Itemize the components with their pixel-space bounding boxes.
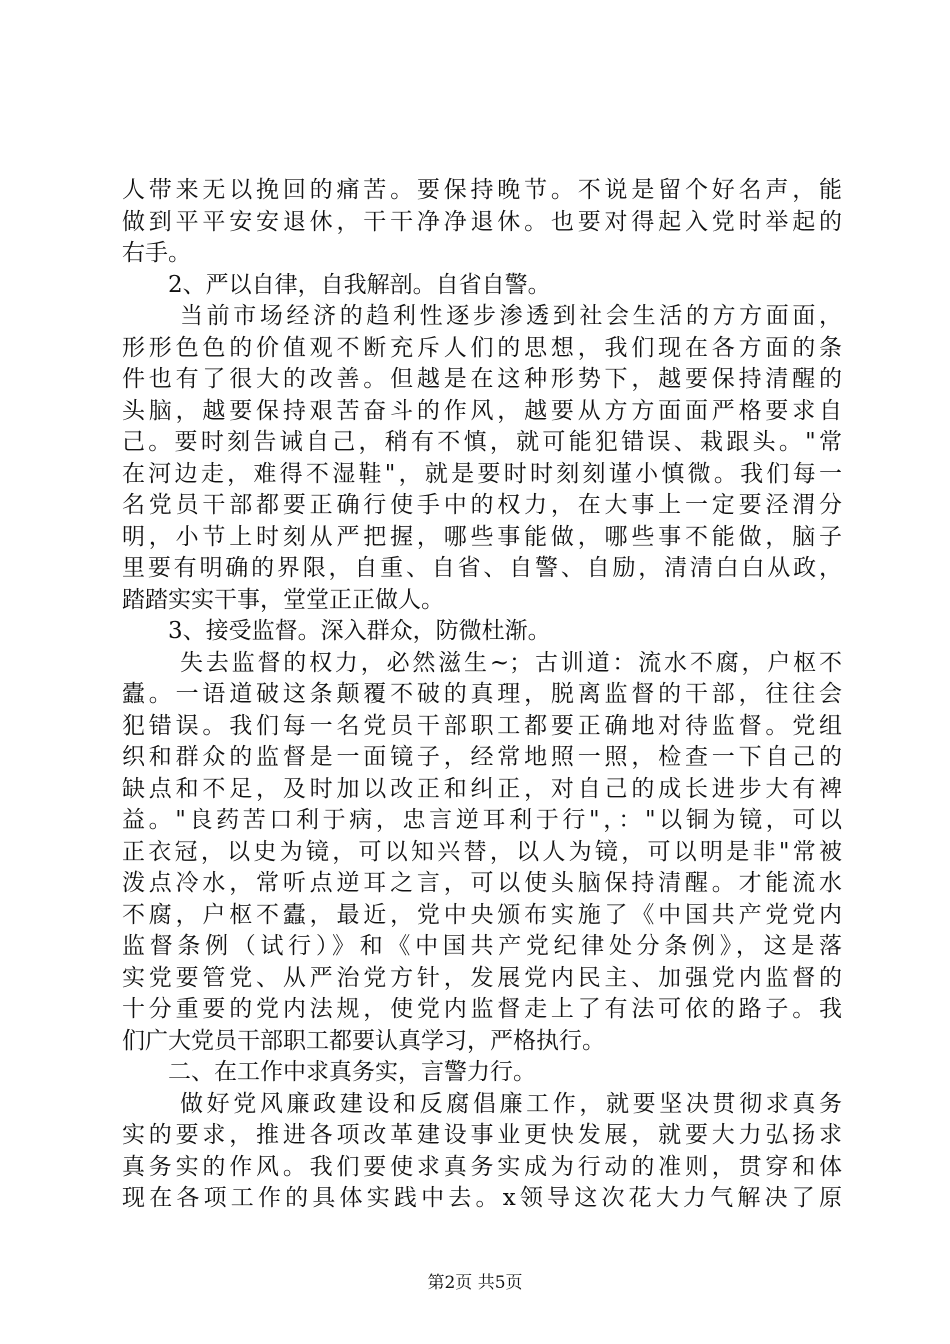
text-line: 明，小节上时刻从严把握，哪些事能做，哪些事不能做，脑子 bbox=[122, 523, 842, 550]
text-line: 们广大党员干部职工都要认真学习，严格执行。 bbox=[122, 1027, 605, 1054]
page-number-footer: 第2页 共5页 bbox=[427, 1273, 523, 1293]
text-line: 犯错误。我们每一名党员干部职工都要正确地对待监督。党组 bbox=[122, 712, 842, 739]
paragraph-first-line: 做好党风廉政建设和反腐倡廉工作，就要坚决贯彻求真务 bbox=[180, 1090, 842, 1117]
text-line: 蠹。一语道破这条颠覆不破的真理，脱离监督的干部，往往会 bbox=[122, 681, 842, 707]
text-line: 现在各项工作的具体实践中去。x领导这次花大力气解决了原 bbox=[122, 1185, 842, 1211]
text-line: 在河边走，难得不湿鞋"，就是要时时刻刻谨小慎微。我们每一 bbox=[122, 460, 842, 487]
paragraph-first-line: 失去监督的权力，必然滋生~；古训道：流水不腐，户枢不 bbox=[180, 649, 842, 676]
paragraph-first-line: 当前市场经济的趋利性逐步渗透到社会生活的方方面面， bbox=[180, 303, 842, 329]
document-body bbox=[122, 175, 842, 1215]
section-heading: 3、接受监督。深入群众，防微杜渐。 bbox=[168, 618, 551, 644]
section-heading: 2、严以自律，自我解剖。自省自警。 bbox=[168, 271, 551, 298]
text-line: 右手。 bbox=[122, 240, 191, 266]
text-line: 监督条例（试行）》和《中国共产党纪律处分条例》，这是落 bbox=[122, 933, 842, 959]
text-line: 做到平平安安退休，干干净净退休。也要对得起入党时举起的 bbox=[122, 208, 842, 235]
text-line: 泼点冷水，常听点逆耳之言，可以使头脑保持清醒。才能流水 bbox=[122, 870, 842, 896]
section-heading: 二、在工作中求真务实，言警力行。 bbox=[168, 1059, 536, 1085]
text-line: 正衣冠，以史为镜，可以知兴替，以人为镜，可以明是非"常被 bbox=[122, 838, 842, 865]
text-line: 踏踏实实干事，堂堂正正做人。 bbox=[122, 586, 444, 613]
text-line: 人带来无以挽回的痛苦。要保持晚节。不说是留个好名声，能 bbox=[122, 177, 842, 203]
text-line: 不腐，户枢不蠹，最近，党中央颁布实施了《中国共产党党内 bbox=[122, 901, 842, 928]
text-line: 件也有了很大的改善。但越是在这种形势下，越要保持清醒的 bbox=[122, 366, 842, 392]
text-line: 缺点和不足，及时加以改正和纠正，对自己的成长进步大有裨 bbox=[122, 775, 842, 802]
text-line: 实党要管党、从严治党方针，发展党内民主、加强党内监督的 bbox=[122, 964, 842, 991]
text-line: 十分重要的党内法规，使党内监督走上了有法可依的路子。我 bbox=[122, 996, 842, 1022]
text-line: 头脑，越要保持艰苦奋斗的作风，越要从方方面面严格要求自 bbox=[122, 397, 842, 424]
text-line: 益。"良药苦口利于病，忠言逆耳利于行"，："以铜为镜，可以 bbox=[122, 807, 842, 833]
text-line: 形形色色的价值观不断充斥人们的思想，我们现在各方面的条 bbox=[122, 334, 842, 361]
text-line: 实的要求，推进各项改革建设事业更快发展，就要大力弘扬求 bbox=[122, 1122, 842, 1148]
text-line: 己。要时刻告诫自己，稍有不慎，就可能犯错误、栽跟头。"常 bbox=[122, 429, 842, 455]
text-line: 织和群众的监督是一面镜子，经常地照一照，检查一下自己的 bbox=[122, 744, 842, 770]
text-line: 名党员干部都要正确行使手中的权力，在大事上一定要泾渭分 bbox=[122, 492, 842, 518]
text-line: 真务实的作风。我们要使求真务实成为行动的准则，贯穿和体 bbox=[122, 1153, 842, 1180]
text-line: 里要有明确的界限，自重、自省、自警、自励，清清白白从政， bbox=[122, 555, 842, 581]
